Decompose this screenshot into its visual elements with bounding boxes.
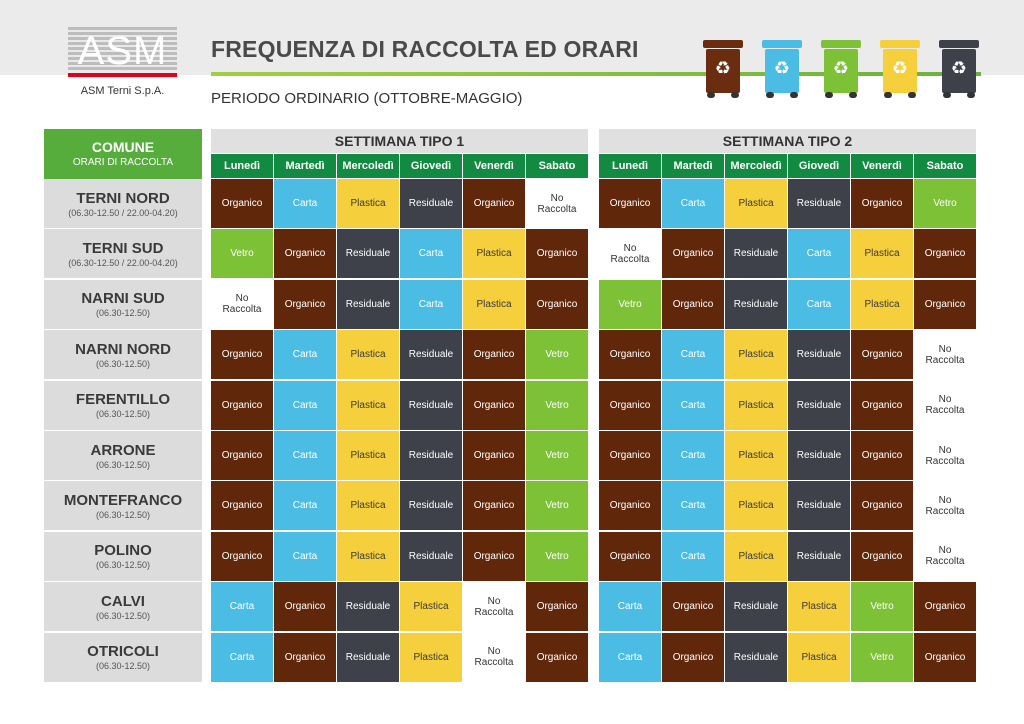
schedule-cell: Carta [662,381,724,430]
schedule-cell: Plastica [337,330,399,379]
schedule-cell: Organico [662,280,724,329]
comune-row-label [44,633,202,682]
cell-label: No Raccolta [474,646,514,669]
schedule-cell: Carta [662,179,724,228]
wheel-icon [849,92,857,98]
week-header: SETTIMANA TIPO 2 [599,129,976,153]
day-header: Giovedì [400,154,462,178]
cell-label: No Raccolta [925,494,965,517]
logo-red-bar [68,73,177,77]
comune-row-label [44,481,202,530]
comune-hours: (06.30-12.50) [95,409,151,420]
schedule-cell: Carta [400,229,462,278]
schedule-cell: Carta [274,381,336,430]
residuale-bin-icon [939,40,979,98]
recycle-icon: ♻ [832,58,850,79]
schedule-cell: Carta [274,481,336,530]
comune-name: NARNI SUD [81,290,165,308]
comune-hours: (06.30-12.50) [95,610,151,621]
schedule-cell [914,381,976,430]
recycle-icon: ♻ [714,58,732,79]
day-header: Giovedì [788,154,850,178]
schedule-cell: Residuale [788,179,850,228]
logo-mark [68,27,177,71]
schedule-cell: Organico [914,633,976,682]
schedule-cell: Organico [662,633,724,682]
schedule-cell: Organico [599,532,661,581]
schedule-cell: Organico [914,229,976,278]
comune-name: OTRICOLI [87,643,159,661]
schedule-cell: Organico [463,431,525,480]
schedule-cell: Residuale [400,179,462,228]
recycle-icon: ♻ [950,58,968,79]
schedule-cell: Plastica [463,229,525,278]
schedule-cell: Residuale [725,280,787,329]
schedule-cell: Organico [851,481,913,530]
schedule-cell: Organico [662,229,724,278]
schedule-cell: Residuale [337,280,399,329]
schedule-cell: Organico [599,431,661,480]
schedule-cell: Organico [274,633,336,682]
schedule-cell: Vetro [526,532,588,581]
comune-name: CALVI [101,592,145,610]
schedule-cell: Vetro [851,582,913,631]
recycle-icon: ♻ [773,58,791,79]
schedule-cell: Residuale [337,582,399,631]
comune-row-label [44,381,202,430]
day-header: Venerdì [851,154,913,178]
schedule-cell: Carta [274,431,336,480]
schedule-cell: Organico [526,280,588,329]
wheel-icon [731,92,739,98]
schedule-cell: Carta [274,330,336,379]
comune-hours: (06.30-12.50) [95,661,151,672]
cell-label: No Raccolta [925,545,965,568]
day-header: Sabato [914,154,976,178]
comune-row-label [44,229,202,278]
cell-label: No Raccolta [925,394,965,417]
schedule-cell: Organico [662,582,724,631]
bin-lid [762,40,802,48]
schedule-cell: Vetro [526,330,588,379]
schedule-cell: Plastica [725,532,787,581]
comune-subtitle: ORARI DI RACCOLTA [72,157,174,168]
schedule-cell: Plastica [788,582,850,631]
day-header: Lunedì [211,154,273,178]
comune-row-label [44,431,202,480]
schedule-cell: Plastica [400,633,462,682]
schedule-cell: Residuale [788,431,850,480]
schedule-cell: Organico [211,431,273,480]
cell-label: No Raccolta [537,192,577,215]
schedule-cell: Carta [599,582,661,631]
comune-name: NARNI NORD [75,340,171,358]
bin-lid [703,40,743,48]
title-underline [211,72,981,76]
comune-hours: (06.30-12.50) [95,560,151,571]
comune-hours: (06.30-12.50) [95,459,151,470]
carta-bin-icon [762,40,802,98]
schedule-cell: Residuale [725,582,787,631]
schedule-cell: Residuale [788,330,850,379]
schedule-cell: Organico [463,179,525,228]
schedule-cell: Residuale [337,229,399,278]
bin-lid [821,40,861,48]
comune-row-label [44,330,202,379]
schedule-cell: Organico [211,179,273,228]
wheel-icon [766,92,774,98]
comune-row-label [44,532,202,581]
schedule-cell: Carta [400,280,462,329]
asm-logo [68,27,177,77]
schedule-cell: Plastica [725,179,787,228]
schedule-cell: Organico [211,381,273,430]
schedule-cell: Plastica [725,330,787,379]
cell-label: No Raccolta [474,595,514,618]
cell-label: No Raccolta [222,293,262,316]
comune-row-label [44,280,202,329]
schedule-cell: Organico [851,179,913,228]
schedule-cell: Vetro [851,633,913,682]
schedule-cell: Vetro [526,381,588,430]
wheel-icon [790,92,798,98]
schedule-cell: Plastica [400,582,462,631]
schedule-cell: Organico [526,582,588,631]
schedule-cell: Plastica [851,229,913,278]
schedule-cell: Plastica [337,532,399,581]
schedule-cell: Vetro [211,229,273,278]
cell-label: No Raccolta [925,343,965,366]
bin-lid [939,40,979,48]
comune-name: MONTEFRANCO [63,491,183,509]
vetro-bin-icon [821,40,861,98]
schedule-cell: Residuale [400,532,462,581]
day-header: Lunedì [599,154,661,178]
cell-label: No Raccolta [610,242,650,265]
schedule-cell: Organico [599,481,661,530]
schedule-cell: Organico [463,481,525,530]
schedule-cell: Residuale [725,633,787,682]
bin-lid [880,40,920,48]
comune-name: POLINO [94,542,152,560]
schedule-cell: Organico [851,532,913,581]
schedule-cell: Organico [211,532,273,581]
schedule-cell: Residuale [788,381,850,430]
week-header: SETTIMANA TIPO 1 [211,129,588,153]
wheel-icon [707,92,715,98]
schedule-cell: Residuale [400,481,462,530]
schedule-cell: Organico [851,381,913,430]
plastica-bin-icon [880,40,920,98]
schedule-cell: Organico [526,229,588,278]
schedule-cell: Plastica [337,381,399,430]
day-header: Venerdì [463,154,525,178]
schedule-cell: Carta [662,431,724,480]
schedule-cell: Plastica [337,179,399,228]
page-title: FREQUENZA DI RACCOLTA ED ORARI [211,36,639,62]
cell-label: No Raccolta [925,444,965,467]
schedule-cell: Residuale [337,633,399,682]
day-header: Sabato [526,154,588,178]
schedule-cell: Organico [463,532,525,581]
schedule-cell: Organico [211,330,273,379]
day-header: Mercoledì [725,154,787,178]
schedule-cell [914,431,976,480]
wheel-icon [967,92,975,98]
schedule-cell: Residuale [400,381,462,430]
schedule-cell [463,633,525,682]
schedule-cell: Carta [599,633,661,682]
schedule-cell: Organico [463,330,525,379]
schedule-cell: Carta [274,179,336,228]
schedule-cell: Plastica [337,431,399,480]
recycle-icon: ♻ [891,58,909,79]
schedule-cell: Organico [914,582,976,631]
schedule-cell: Plastica [725,431,787,480]
schedule-cell: Residuale [725,229,787,278]
schedule-cell: Organico [851,330,913,379]
schedule-cell: Carta [211,633,273,682]
schedule-cell: Organico [211,481,273,530]
comune-hours: (06.30-12.50) [95,509,151,520]
wheel-icon [943,92,951,98]
day-header: Mercoledì [337,154,399,178]
schedule-cell: Residuale [400,330,462,379]
schedule-cell: Plastica [337,481,399,530]
schedule-cell: Carta [662,330,724,379]
schedule-cell: Organico [599,179,661,228]
schedule-cell [526,179,588,228]
schedule-cell: Plastica [725,381,787,430]
schedule-cell [914,481,976,530]
schedule-cell: Carta [662,532,724,581]
comune-name: TERNI NORD [76,189,170,207]
schedule-cell: Residuale [788,481,850,530]
schedule-cell [463,582,525,631]
wheel-icon [908,92,916,98]
schedule-cell [599,229,661,278]
day-header: Martedì [662,154,724,178]
comune-title: COMUNE [91,139,155,155]
schedule-cell: Organico [851,431,913,480]
schedule-cell: Carta [662,481,724,530]
schedule-cell: Vetro [526,431,588,480]
organico-bin-icon [703,40,743,98]
schedule-cell: Organico [526,633,588,682]
schedule-cell: Plastica [463,280,525,329]
schedule-cell: Organico [274,229,336,278]
comune-hours: (06.30-12.50) [95,308,151,319]
wheel-icon [825,92,833,98]
schedule-cell [211,280,273,329]
day-header: Martedì [274,154,336,178]
schedule-cell: Carta [788,280,850,329]
page-subtitle: PERIODO ORDINARIO (OTTOBRE-MAGGIO) [211,90,523,107]
schedule-cell [914,330,976,379]
comune-name: FERENTILLO [75,391,171,409]
comune-name: ARRONE [90,441,156,459]
schedule-cell: Organico [599,381,661,430]
schedule-cell: Plastica [725,481,787,530]
schedule-cell: Residuale [400,431,462,480]
schedule-cell: Carta [788,229,850,278]
schedule-cell: Organico [914,280,976,329]
schedule-cell: Carta [274,532,336,581]
schedule-cell: Vetro [599,280,661,329]
comune-hours: (06.30-12.50) [95,358,151,369]
comune-hours: (06.30-12.50 / 22.00-04.20) [68,207,178,218]
schedule-cell [914,532,976,581]
comune-hours: (06.30-12.50 / 22.00-04.20) [68,257,178,268]
comune-row-label [44,179,202,228]
schedule-cell: Carta [211,582,273,631]
schedule-cell: Organico [274,280,336,329]
schedule-cell: Organico [274,582,336,631]
schedule-cell: Residuale [788,532,850,581]
logo-text: ASM [77,29,168,73]
schedule-cell: Plastica [788,633,850,682]
schedule-cell: Organico [599,330,661,379]
schedule-cell: Vetro [914,179,976,228]
wheel-icon [884,92,892,98]
schedule-cell: Organico [463,381,525,430]
comune-name: TERNI SUD [82,239,164,257]
company-name: ASM Terni S.p.A. [80,85,165,97]
comune-row-label [44,582,202,631]
comune-header [44,129,202,179]
schedule-cell: Plastica [851,280,913,329]
schedule-cell: Vetro [526,481,588,530]
